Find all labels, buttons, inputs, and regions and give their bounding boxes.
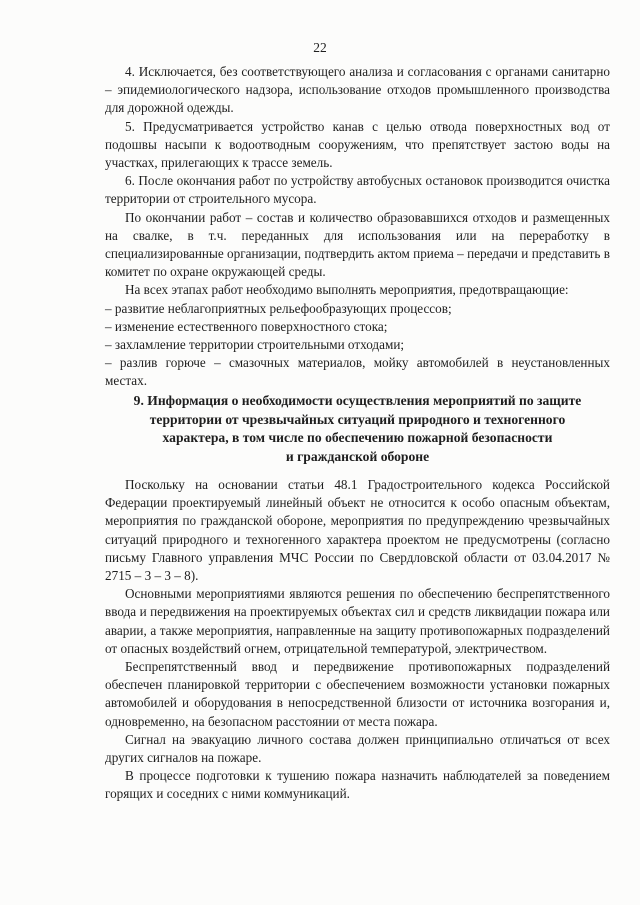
paragraph-item-4: 4. Исключается, без соответствующего анализа и согласования с органами санитарно – эпидемиологического надзора, использование отходов промышленного производства для дорожной одежды. [105, 64, 610, 116]
paragraph-fire-access: Беспрепятственный ввод и передвижение противопожарных подразделений обеспечен планировкой территории с обеспечением возможности установки пожарных автомобилей и оборудования в непосредственной близости от источника возгорания и, одновременно, на безопасном расстоянии от места пожара. [105, 659, 610, 729]
paragraph-waste-report: По окончании работ – состав и количество образовавшихся отходов и размещенных на свалке, в т.ч. переданных для использования или на переработку в специализированные организации, подтвердить актом приема – передачи и представить в комитет по охране окружающей среды. [105, 209, 610, 280]
section-9-text-block [105, 476, 610, 804]
dash-item-fuel-spill: – разлив горюче – смазочных материалов, мойку автомобилей в неустановленных местах. [105, 355, 610, 389]
section-heading-line-2: территории от чрезвычайных ситуаций природного и техногенного [149, 411, 566, 427]
paragraph-item-5: 5. Предусматривается устройство канав с целью отвода поверхностных вод от подошвы насыпи к водоотводным сооружениям, что препятствует застою воды на участках, прилегающих к трассе земель. [105, 118, 610, 171]
page-number: 22 [313, 40, 327, 55]
paragraph-measures-intro: На всех этапах работ необходимо выполнять мероприятия, предотвращающие: [125, 282, 569, 298]
paragraph-main-measures: Основными мероприятиями являются решения по обеспечению беспрепятственного ввода и передвижения на проектируемых объектах сил и средств ликвидации пожара или аварии, а также мероприятия, направленные на защиту противопожарных подразделений от опасных воздействий огнем, отрицательной температурой, электричеством. [105, 586, 610, 656]
section-heading-line-3: характера, в том числе по обеспечению пожарной безопасности [162, 430, 553, 446]
paragraph-evacuation-signal: Сигнал на эвакуацию личного состава должен принципиально отличаться от всех других сигналов на пожаре. [105, 731, 610, 766]
dash-item-relief: – развитие неблагоприятных рельефообразующих процессов; [105, 300, 452, 316]
dash-item-littering: – захламление территории строительными отходами; [105, 337, 405, 353]
paragraph-item-6: 6. После окончания работ по устройству автобусных остановок производится очистка территории от строительного мусора. [105, 173, 610, 207]
top-text-block [105, 63, 610, 391]
paragraph-observers: В процессе подготовки к тушению пожара назначить наблюдателей за поведением горящих и соседних с ними коммуникаций. [105, 768, 610, 802]
section-9-heading [95, 392, 620, 466]
paragraph-legal-basis: Поскольку на основании статьи 48.1 Градостроительного кодекса Российской Федерации проектируемый линейный объект не относится к особо опасным объектам, мероприятия по гражданской обороне, мероприятия по предупреждению чрезвычайных ситуаций природного и техногенного характера проектом не предусмотрены (согласно письму Главного управления МЧС России по Свердловской области от 03.04.2017 № 2715 – 3 – 3 – 8). [105, 477, 610, 584]
section-heading-line-1: 9. Информация о необходимости осуществления мероприятий по защите [133, 393, 582, 408]
dash-item-runoff: – изменение естественного поверхностного стока; [105, 318, 388, 334]
section-heading-line-4: и гражданской обороне [285, 448, 430, 464]
